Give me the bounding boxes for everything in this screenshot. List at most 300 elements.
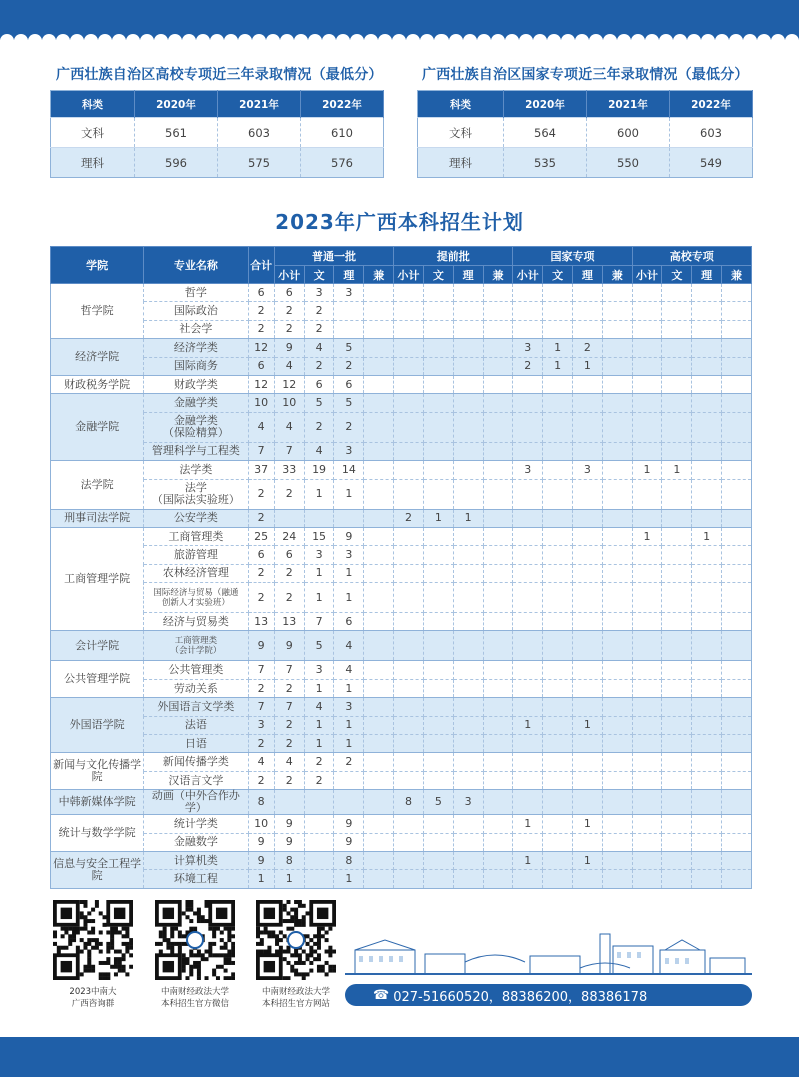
count-cell bbox=[572, 679, 602, 697]
count-cell bbox=[662, 527, 692, 545]
count-cell bbox=[602, 833, 632, 851]
college-cell: 信息与安全工程学院 bbox=[51, 851, 144, 888]
count-cell bbox=[364, 870, 394, 888]
count-cell bbox=[722, 284, 752, 302]
count-cell: 2 bbox=[274, 716, 304, 734]
count-cell: 12 bbox=[248, 339, 274, 357]
table-row bbox=[51, 735, 752, 753]
cell: 575 bbox=[218, 148, 301, 178]
major-cell: 法学类 bbox=[144, 461, 248, 479]
count-cell bbox=[632, 357, 662, 375]
count-cell: 3 bbox=[572, 461, 602, 479]
count-cell bbox=[632, 815, 662, 833]
cell: 550 bbox=[587, 148, 670, 178]
count-cell bbox=[602, 790, 632, 815]
cell: 596 bbox=[135, 148, 218, 178]
count-cell bbox=[513, 790, 543, 815]
count-cell bbox=[364, 583, 394, 613]
major-cell: 社会学 bbox=[144, 320, 248, 338]
header-sub: 小计 bbox=[394, 266, 424, 284]
header-cell: 科类 bbox=[418, 91, 504, 118]
count-cell bbox=[632, 546, 662, 564]
count-cell bbox=[423, 546, 453, 564]
count-cell bbox=[722, 461, 752, 479]
count-cell bbox=[692, 851, 722, 869]
count-cell: 9 bbox=[274, 815, 304, 833]
count-cell bbox=[513, 479, 543, 509]
major-cell: 国际商务 bbox=[144, 357, 248, 375]
major-cell: 工商管理类 （会计学院） bbox=[144, 631, 248, 661]
enrollment-plan-table bbox=[50, 246, 752, 889]
count-cell bbox=[662, 870, 692, 888]
count-cell: 1 bbox=[334, 735, 364, 753]
phone-bar bbox=[345, 984, 752, 1006]
cell: 576 bbox=[301, 148, 384, 178]
count-cell bbox=[513, 735, 543, 753]
count-cell bbox=[602, 479, 632, 509]
count-cell bbox=[364, 679, 394, 697]
count-cell bbox=[453, 735, 483, 753]
count-cell bbox=[364, 412, 394, 442]
count-cell: 2 bbox=[334, 357, 364, 375]
count-cell bbox=[572, 613, 602, 631]
college-cell: 经济学院 bbox=[51, 339, 144, 376]
count-cell: 6 bbox=[248, 546, 274, 564]
count-cell bbox=[722, 631, 752, 661]
count-cell: 9 bbox=[274, 833, 304, 851]
plan-title: 2023年广西本科招生计划 bbox=[275, 210, 524, 234]
count-cell bbox=[543, 546, 573, 564]
table-row bbox=[51, 716, 752, 734]
count-cell bbox=[662, 753, 692, 771]
major-cell: 财政学类 bbox=[144, 375, 248, 393]
count-cell bbox=[692, 870, 722, 888]
count-cell: 6 bbox=[274, 546, 304, 564]
count-cell bbox=[483, 320, 513, 338]
count-cell bbox=[722, 679, 752, 697]
count-cell bbox=[394, 442, 424, 460]
count-cell: 1 bbox=[304, 583, 334, 613]
count-cell bbox=[602, 509, 632, 527]
count-cell bbox=[364, 442, 394, 460]
count-cell bbox=[692, 564, 722, 582]
count-cell bbox=[364, 735, 394, 753]
count-cell bbox=[722, 771, 752, 789]
count-cell bbox=[572, 509, 602, 527]
major-cell: 汉语言文学 bbox=[144, 771, 248, 789]
header-cell: 2020年 bbox=[135, 91, 218, 118]
count-cell bbox=[483, 698, 513, 716]
count-cell bbox=[722, 661, 752, 679]
count-cell bbox=[722, 613, 752, 631]
count-cell bbox=[423, 461, 453, 479]
count-cell bbox=[662, 442, 692, 460]
count-cell: 13 bbox=[248, 613, 274, 631]
count-cell bbox=[423, 833, 453, 851]
count-cell: 4 bbox=[304, 442, 334, 460]
count-cell: 2 bbox=[274, 320, 304, 338]
major-cell: 工商管理类 bbox=[144, 527, 248, 545]
header-cell: 2022年 bbox=[670, 91, 753, 118]
top-wave-border bbox=[0, 34, 799, 48]
count-cell: 1 bbox=[572, 357, 602, 375]
count-cell bbox=[513, 679, 543, 697]
count-cell bbox=[572, 412, 602, 442]
count-cell bbox=[483, 753, 513, 771]
count-cell bbox=[453, 613, 483, 631]
table-row bbox=[418, 118, 753, 148]
count-cell bbox=[483, 613, 513, 631]
count-cell bbox=[364, 375, 394, 393]
header-sub: 小计 bbox=[274, 266, 304, 284]
count-cell bbox=[483, 851, 513, 869]
count-cell: 2 bbox=[304, 302, 334, 320]
qr-code-graphic bbox=[155, 900, 235, 980]
count-cell bbox=[423, 284, 453, 302]
count-cell bbox=[364, 613, 394, 631]
college-cell: 工商管理学院 bbox=[51, 527, 144, 631]
cell: 理科 bbox=[418, 148, 504, 178]
count-cell: 1 bbox=[304, 716, 334, 734]
count-cell bbox=[543, 679, 573, 697]
qr-caption: 中南财经政法大学 本科招生官方网站 bbox=[261, 987, 330, 1009]
count-cell bbox=[632, 753, 662, 771]
table-row bbox=[51, 118, 384, 148]
table-row bbox=[51, 583, 752, 613]
count-cell: 1 bbox=[304, 479, 334, 509]
count-cell bbox=[602, 461, 632, 479]
count-cell: 1 bbox=[334, 583, 364, 613]
count-cell bbox=[722, 394, 752, 412]
count-cell bbox=[483, 442, 513, 460]
count-cell bbox=[662, 284, 692, 302]
count-cell: 14 bbox=[334, 461, 364, 479]
count-cell: 1 bbox=[304, 564, 334, 582]
count-cell bbox=[513, 564, 543, 582]
count-cell bbox=[632, 442, 662, 460]
gaoxiao-score-table bbox=[50, 90, 384, 178]
cell: 561 bbox=[135, 118, 218, 148]
count-cell bbox=[692, 613, 722, 631]
count-cell bbox=[304, 851, 334, 869]
count-cell: 8 bbox=[248, 790, 274, 815]
count-cell bbox=[364, 790, 394, 815]
count-cell bbox=[692, 771, 722, 789]
count-cell bbox=[423, 357, 453, 375]
count-cell bbox=[722, 357, 752, 375]
guojia-score-table bbox=[417, 90, 753, 178]
count-cell bbox=[364, 284, 394, 302]
count-cell bbox=[662, 412, 692, 442]
count-cell: 1 bbox=[513, 851, 543, 869]
count-cell bbox=[513, 833, 543, 851]
count-cell bbox=[364, 546, 394, 564]
count-cell bbox=[513, 302, 543, 320]
count-cell bbox=[572, 442, 602, 460]
count-cell bbox=[543, 771, 573, 789]
count-cell bbox=[602, 284, 632, 302]
count-cell bbox=[692, 284, 722, 302]
count-cell bbox=[423, 479, 453, 509]
header-group: 提前批 bbox=[394, 247, 513, 266]
count-cell bbox=[364, 564, 394, 582]
major-cell: 金融学类 bbox=[144, 394, 248, 412]
table-row bbox=[51, 375, 752, 393]
count-cell bbox=[364, 753, 394, 771]
count-cell bbox=[692, 375, 722, 393]
table-row bbox=[51, 790, 752, 815]
count-cell bbox=[513, 320, 543, 338]
count-cell bbox=[543, 753, 573, 771]
count-cell bbox=[662, 302, 692, 320]
count-cell bbox=[543, 833, 573, 851]
count-cell: 1 bbox=[692, 527, 722, 545]
count-cell bbox=[543, 461, 573, 479]
count-cell: 4 bbox=[334, 631, 364, 661]
count-cell bbox=[274, 790, 304, 815]
count-cell bbox=[364, 661, 394, 679]
count-cell bbox=[394, 613, 424, 631]
count-cell bbox=[692, 679, 722, 697]
count-cell bbox=[513, 546, 543, 564]
count-cell bbox=[543, 716, 573, 734]
count-cell bbox=[453, 833, 483, 851]
header-group: 国家专项 bbox=[513, 247, 632, 266]
major-cell: 国际经济与贸易（融通 创新人才实验班） bbox=[144, 583, 248, 613]
count-cell: 3 bbox=[334, 546, 364, 564]
count-cell: 7 bbox=[248, 442, 274, 460]
count-cell bbox=[572, 527, 602, 545]
count-cell bbox=[364, 833, 394, 851]
count-cell bbox=[453, 412, 483, 442]
count-cell bbox=[662, 339, 692, 357]
college-cell: 会计学院 bbox=[51, 631, 144, 661]
count-cell bbox=[572, 833, 602, 851]
major-cell: 劳动关系 bbox=[144, 679, 248, 697]
count-cell bbox=[423, 320, 453, 338]
count-cell bbox=[543, 661, 573, 679]
count-cell: 7 bbox=[274, 698, 304, 716]
count-cell: 2 bbox=[274, 302, 304, 320]
count-cell bbox=[364, 320, 394, 338]
count-cell bbox=[572, 698, 602, 716]
count-cell: 1 bbox=[334, 564, 364, 582]
count-cell: 2 bbox=[248, 771, 274, 789]
count-cell bbox=[662, 851, 692, 869]
count-cell bbox=[483, 375, 513, 393]
count-cell: 9 bbox=[248, 833, 274, 851]
header-sub: 理 bbox=[572, 266, 602, 284]
count-cell bbox=[394, 583, 424, 613]
count-cell bbox=[453, 357, 483, 375]
table-row bbox=[51, 815, 752, 833]
count-cell: 1 bbox=[423, 509, 453, 527]
count-cell bbox=[602, 613, 632, 631]
table-row bbox=[51, 148, 384, 178]
count-cell bbox=[423, 771, 453, 789]
major-cell: 公共管理类 bbox=[144, 661, 248, 679]
count-cell: 5 bbox=[334, 394, 364, 412]
count-cell bbox=[453, 479, 483, 509]
table-row bbox=[51, 851, 752, 869]
count-cell bbox=[692, 815, 722, 833]
count-cell: 2 bbox=[274, 735, 304, 753]
count-cell bbox=[632, 771, 662, 789]
count-cell bbox=[453, 461, 483, 479]
count-cell bbox=[602, 631, 632, 661]
count-cell bbox=[513, 509, 543, 527]
count-cell bbox=[423, 527, 453, 545]
count-cell bbox=[423, 735, 453, 753]
major-cell: 统计学类 bbox=[144, 815, 248, 833]
count-cell: 1 bbox=[572, 851, 602, 869]
count-cell bbox=[364, 357, 394, 375]
count-cell bbox=[602, 357, 632, 375]
header-cell: 2021年 bbox=[218, 91, 301, 118]
table-row bbox=[51, 461, 752, 479]
count-cell bbox=[692, 735, 722, 753]
count-cell bbox=[483, 661, 513, 679]
count-cell: 1 bbox=[543, 339, 573, 357]
count-cell bbox=[483, 412, 513, 442]
count-cell: 8 bbox=[394, 790, 424, 815]
count-cell bbox=[513, 698, 543, 716]
count-cell bbox=[692, 357, 722, 375]
count-cell bbox=[513, 284, 543, 302]
count-cell bbox=[602, 583, 632, 613]
count-cell bbox=[662, 716, 692, 734]
count-cell bbox=[394, 461, 424, 479]
count-cell bbox=[722, 870, 752, 888]
count-cell bbox=[364, 461, 394, 479]
count-cell bbox=[394, 870, 424, 888]
count-cell bbox=[513, 412, 543, 442]
count-cell bbox=[483, 815, 513, 833]
count-cell bbox=[602, 375, 632, 393]
count-cell bbox=[513, 613, 543, 631]
count-cell: 3 bbox=[453, 790, 483, 815]
count-cell bbox=[722, 735, 752, 753]
count-cell bbox=[692, 716, 722, 734]
table-row bbox=[51, 613, 752, 631]
header-cell: 科类 bbox=[51, 91, 135, 118]
table-row bbox=[51, 339, 752, 357]
count-cell: 1 bbox=[572, 815, 602, 833]
count-cell: 1 bbox=[453, 509, 483, 527]
count-cell bbox=[453, 631, 483, 661]
count-cell: 7 bbox=[304, 613, 334, 631]
count-cell bbox=[692, 479, 722, 509]
header-sub: 理 bbox=[692, 266, 722, 284]
table-row bbox=[51, 870, 752, 888]
count-cell bbox=[632, 509, 662, 527]
count-cell bbox=[602, 527, 632, 545]
count-cell bbox=[662, 631, 692, 661]
count-cell bbox=[394, 661, 424, 679]
major-cell: 国际政治 bbox=[144, 302, 248, 320]
count-cell bbox=[543, 509, 573, 527]
count-cell bbox=[662, 583, 692, 613]
count-cell bbox=[394, 631, 424, 661]
phone-numbers[interactable]: 027-51660520，88386200，88386178 bbox=[393, 989, 648, 1005]
count-cell bbox=[394, 833, 424, 851]
count-cell bbox=[483, 357, 513, 375]
count-cell bbox=[692, 698, 722, 716]
count-cell bbox=[394, 815, 424, 833]
header-sub: 文 bbox=[423, 266, 453, 284]
count-cell: 15 bbox=[304, 527, 334, 545]
count-cell bbox=[722, 716, 752, 734]
guojia-table-title: 广西壮族自治区国家专项近三年录取情况（最低分） bbox=[422, 67, 749, 83]
count-cell bbox=[722, 851, 752, 869]
count-cell bbox=[662, 698, 692, 716]
table-row bbox=[51, 546, 752, 564]
count-cell bbox=[453, 527, 483, 545]
count-cell bbox=[662, 394, 692, 412]
table-row bbox=[51, 679, 752, 697]
college-cell: 公共管理学院 bbox=[51, 661, 144, 698]
count-cell bbox=[692, 302, 722, 320]
count-cell: 8 bbox=[274, 851, 304, 869]
cell: 603 bbox=[218, 118, 301, 148]
count-cell: 1 bbox=[274, 870, 304, 888]
count-cell bbox=[662, 815, 692, 833]
count-cell: 1 bbox=[304, 679, 334, 697]
count-cell bbox=[513, 753, 543, 771]
count-cell bbox=[662, 613, 692, 631]
count-cell bbox=[483, 631, 513, 661]
cell: 610 bbox=[301, 118, 384, 148]
table-row bbox=[51, 833, 752, 851]
table-row bbox=[51, 479, 752, 509]
major-cell: 金融数学 bbox=[144, 833, 248, 851]
count-cell bbox=[692, 546, 722, 564]
count-cell bbox=[572, 631, 602, 661]
count-cell bbox=[602, 679, 632, 697]
count-cell bbox=[543, 815, 573, 833]
count-cell bbox=[572, 479, 602, 509]
count-cell bbox=[692, 394, 722, 412]
count-cell bbox=[483, 564, 513, 582]
count-cell bbox=[632, 833, 662, 851]
count-cell: 9 bbox=[334, 815, 364, 833]
count-cell bbox=[692, 461, 722, 479]
count-cell bbox=[543, 375, 573, 393]
count-cell: 2 bbox=[572, 339, 602, 357]
table-row bbox=[51, 442, 752, 460]
count-cell bbox=[572, 284, 602, 302]
count-cell bbox=[602, 753, 632, 771]
count-cell bbox=[692, 631, 722, 661]
count-cell bbox=[423, 375, 453, 393]
count-cell bbox=[513, 771, 543, 789]
cell: 603 bbox=[670, 118, 753, 148]
count-cell bbox=[394, 771, 424, 789]
count-cell: 1 bbox=[334, 870, 364, 888]
major-cell: 日语 bbox=[144, 735, 248, 753]
count-cell bbox=[572, 302, 602, 320]
count-cell bbox=[602, 735, 632, 753]
count-cell bbox=[722, 698, 752, 716]
count-cell bbox=[394, 527, 424, 545]
table-row bbox=[51, 320, 752, 338]
count-cell: 25 bbox=[248, 527, 274, 545]
count-cell: 24 bbox=[274, 527, 304, 545]
count-cell: 6 bbox=[334, 375, 364, 393]
table-row bbox=[51, 631, 752, 661]
count-cell bbox=[632, 613, 662, 631]
count-cell: 1 bbox=[632, 527, 662, 545]
